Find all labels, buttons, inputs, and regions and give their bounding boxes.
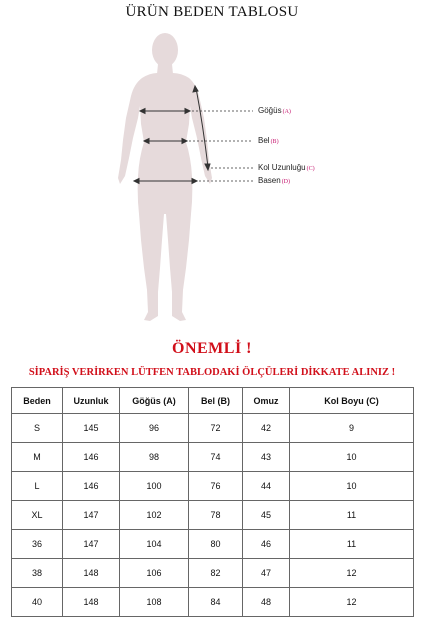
cell-kol-boyu: 12	[290, 588, 414, 617]
order-notice: SİPARİŞ VERİRKEN LÜTFEN TABLODAKİ ÖLÇÜLERİ DİKKATE ALINIZ !	[28, 367, 396, 378]
cell-bel: 80	[189, 530, 243, 559]
important-heading: ÖNEMLİ !	[172, 340, 252, 357]
cell-beden: XL	[12, 501, 63, 530]
cell-bel: 72	[189, 414, 243, 443]
cell-uzunluk: 145	[63, 414, 120, 443]
hip-label: Basen(D)	[258, 176, 291, 185]
header-gogus: Göğüs (A)	[120, 388, 189, 414]
cell-beden: 38	[12, 559, 63, 588]
cell-omuz: 44	[243, 472, 290, 501]
cell-gogus: 96	[120, 414, 189, 443]
cell-omuz: 47	[243, 559, 290, 588]
cell-uzunluk: 147	[63, 530, 120, 559]
cell-gogus: 98	[120, 443, 189, 472]
table-row	[12, 501, 414, 530]
cell-omuz: 43	[243, 443, 290, 472]
cell-kol-boyu: 9	[290, 414, 414, 443]
cell-kol-boyu: 11	[290, 501, 414, 530]
cell-gogus: 108	[120, 588, 189, 617]
cell-beden: M	[12, 443, 63, 472]
cell-beden: 36	[12, 530, 63, 559]
table-row	[12, 588, 414, 617]
cell-bel: 78	[189, 501, 243, 530]
cell-kol-boyu: 11	[290, 530, 414, 559]
table-row	[12, 530, 414, 559]
cell-kol-boyu: 10	[290, 443, 414, 472]
cell-uzunluk: 148	[63, 588, 120, 617]
woman-silhouette	[118, 33, 212, 321]
table-row	[12, 443, 414, 472]
cell-gogus: 104	[120, 530, 189, 559]
table-row	[12, 472, 414, 501]
cell-uzunluk: 147	[63, 501, 120, 530]
cell-beden: S	[12, 414, 63, 443]
cell-omuz: 48	[243, 588, 290, 617]
cell-bel: 76	[189, 472, 243, 501]
cell-bel: 82	[189, 559, 243, 588]
cell-gogus: 100	[120, 472, 189, 501]
cell-uzunluk: 148	[63, 559, 120, 588]
cell-beden: L	[12, 472, 63, 501]
chest-label: Göğüs(A)	[258, 106, 291, 115]
cell-omuz: 45	[243, 501, 290, 530]
header-kol-boyu: Kol Boyu (C)	[290, 388, 414, 414]
table-row	[12, 559, 414, 588]
cell-gogus: 102	[120, 501, 189, 530]
waist-label: Bel(B)	[258, 136, 279, 145]
table-header-row	[12, 388, 414, 414]
header-omuz: Omuz	[243, 388, 290, 414]
cell-bel: 74	[189, 443, 243, 472]
cell-kol-boyu: 10	[290, 472, 414, 501]
header-uzunluk: Uzunluk	[63, 388, 120, 414]
cell-kol-boyu: 12	[290, 559, 414, 588]
header-bel: Bel (B)	[189, 388, 243, 414]
page-title: ÜRÜN BEDEN TABLOSU	[125, 4, 299, 20]
cell-beden: 40	[12, 588, 63, 617]
cell-uzunluk: 146	[63, 472, 120, 501]
cell-omuz: 42	[243, 414, 290, 443]
cell-bel: 84	[189, 588, 243, 617]
size-table	[11, 387, 414, 617]
cell-uzunluk: 146	[63, 443, 120, 472]
table-row	[12, 414, 414, 443]
sleeve-length-label: Kol Uzunluğu(C)	[258, 163, 315, 172]
cell-gogus: 106	[120, 559, 189, 588]
header-beden: Beden	[12, 388, 63, 414]
cell-omuz: 46	[243, 530, 290, 559]
